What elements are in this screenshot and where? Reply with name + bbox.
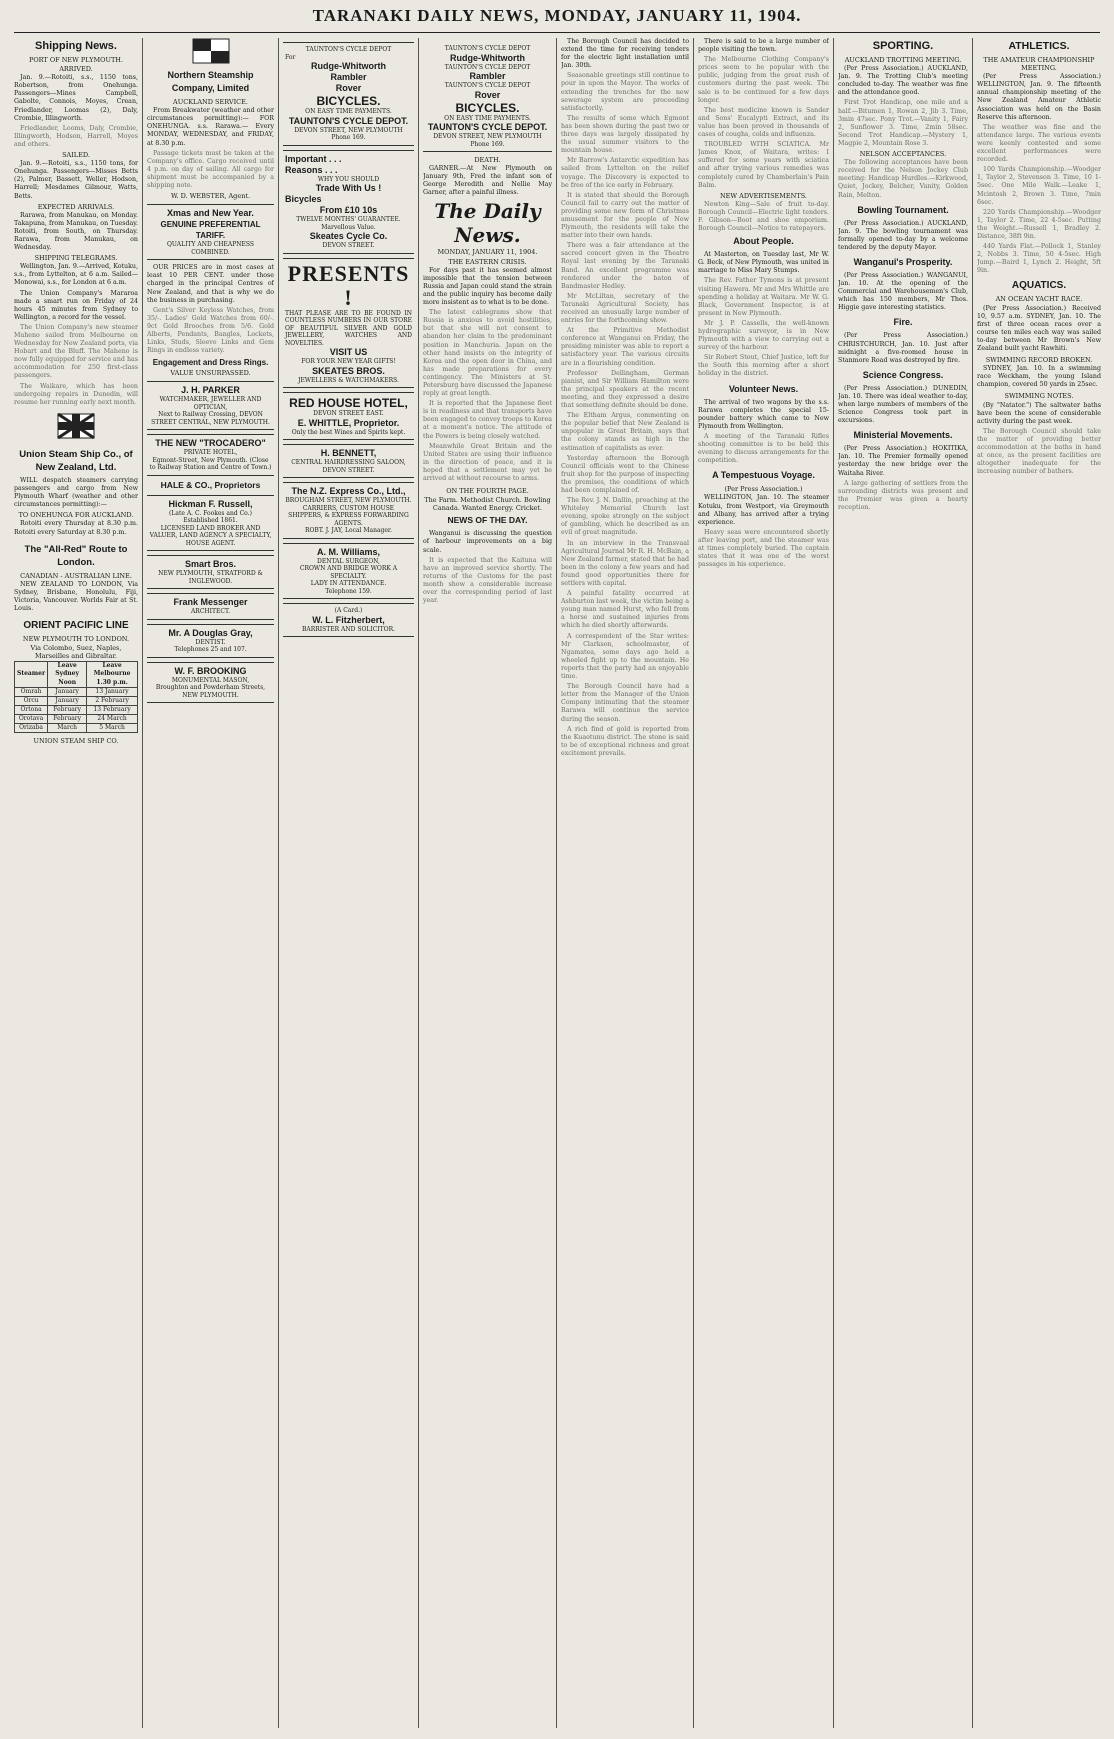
athletics-heading: ATHLETICS. (1008, 40, 1070, 52)
column-news-2 (698, 38, 829, 1728)
column-shipping (14, 38, 138, 1728)
news-of-day-heading: NEWS OF THE DAY. (447, 515, 528, 526)
body-text: At the Primitive Methodist conference at Wanganui on Friday, the presiding minister was able to report a satisfactory year. The various circuits are in a flourishing condition. (561, 327, 689, 367)
table-cell: Orcu (15, 696, 48, 705)
column-divider (833, 38, 834, 1728)
hale-heading: HALE & CO., Proprietors (160, 479, 261, 490)
smart-sub: NEW PLYMOUTH, STRATFORD & INGLEWOOD. (158, 570, 263, 585)
table-cell: 13 February (87, 705, 138, 714)
skeates-cycle-ad (283, 150, 414, 254)
taunton-phone: Phone 169. (470, 140, 505, 148)
intro-text: There is said to be a large number of people visiting the town. (698, 38, 829, 54)
russell-text: LICENSED LAND BROKER AND VALUER, LAND AGENCY A SPECIALTY, HOUSE AGENT. (149, 524, 272, 547)
why-label: WHY YOU SHOULD (317, 175, 380, 183)
lady-line: LADY IN ATTENDANCE. (310, 580, 387, 587)
body-text: Professor Dellingham, German pianist, and Sir William Hamilton were the principal speakers at the recent meeting, and they expressed a desire that something definite should be done. (561, 369, 689, 410)
for-label: For (285, 53, 296, 61)
cycle-depot-line: TAUNTON'S CYCLE DEPOT (444, 45, 531, 52)
yacht-text: (Per Press Association.) Received 10, 9.57 a.m. SYDNEY, Jan. 10. The first of three ocean races over a course ten miles each way was sailed to-day between Mr Brown's New Zealand built yacht Rawhiti. (977, 304, 1101, 352)
body-text: Friedlander, Looms, Daly, Crombie, Illingworth, Hodson, Harrell, Moyes and others. (14, 124, 138, 148)
masthead: TARANAKI DAILY NEWS, MONDAY, JANUARY 11, 1904. (312, 6, 802, 25)
body-text: The Borough Council should take the matter of providing better accommodation at the baths in hand at once, as the present facilities are altogether inadequate for the increasing number of bathers. (977, 427, 1101, 476)
column-local-news (561, 38, 689, 1728)
date-line: MONDAY, JANUARY 11, 1904. (437, 248, 538, 257)
russell-heading: Hickman F. Russell, (168, 498, 253, 509)
williams-ad (283, 543, 414, 600)
messenger-heading: Frank Messenger (173, 597, 248, 608)
ministerial-text: (Per Press Association.) HOKITIKA, Jan. 10. The Premier formally opened yesterday the new bridge over the Waitaha River. (838, 445, 968, 477)
guarantee-line: TWELVE MONTHS' GUARANTEE. (296, 216, 401, 223)
expected-text: Rarawa, from Manukau, on Monday. Takapuna, from Manukau, on Tuesday. Rotoiti, from South, on Thursday. Rarawa, from Manukau, on Wednesday. (14, 211, 138, 252)
gray-ad (147, 624, 274, 658)
body-text: First Trot Handicap, one mile and a half.—Bitumen 1, Rowan 2, Jib 3. Time, 3min 47sec. Pony Trot.—Vanity 1, Fairy 2, Sunflower 3. Time, 2min 58sec. Second Trot Handicap.—Mystery 1, Magpie 2, Mountain Rose 3. (838, 99, 968, 147)
gray-heading: Mr. A Douglas Gray, (168, 627, 253, 638)
union-flag-icon (14, 413, 138, 442)
swim-notes-text: (By "Natator.") The saltwater baths have been the scene of considerable activity during the past week. (977, 401, 1101, 425)
shipping-heading: Shipping News. (35, 40, 117, 52)
table-header-row (15, 662, 138, 687)
body-text: A painful fatality occurred at Ashburton last week, the victim being a young man named Hurst, who fell from a horse and sustained injuries from which he died shortly afterwards. (561, 590, 689, 630)
column-divider (418, 38, 419, 1728)
new-year-gifts: FOR YOUR NEW YEAR GIFTS! (301, 358, 396, 365)
tempestuous-heading: A Tempestuous Voyage. (712, 470, 815, 481)
body-text: 440 Yards Flat.—Pollock 1, Stanley 2, Nobbs 3. Time, 50 4-5sec. High Jump.—Baird 1, Lynch 2. Height, 5ft 9in. (977, 243, 1101, 275)
table-row (15, 696, 138, 705)
allred-text: NEW ZEALAND TO LONDON, Via Sydney, Brisbane, Honolulu, Fiji, Victoria, Vancouver. Worlds Fair at St. Louis. (14, 580, 138, 612)
telegrams-text: Wellington, Jan. 9.—Arrived, Kotuku, s.s., from Lyttelton, at 6 a.m. Sailed—Monowai, s.s., for London at 6 a.m. (14, 263, 138, 287)
column-divider (556, 38, 557, 1728)
table-row (15, 705, 138, 714)
steamship-sub: AUCKLAND SERVICE. (173, 98, 248, 107)
union-text2: Rotoiti every Thursday at 8.30 p.m. Rotoiti every Saturday at 8.30 p.m. (14, 520, 138, 536)
red-house-ad (283, 392, 414, 440)
union-text: WILL despatch steamers carrying passengers and cargo from New Plymouth Wharf (weather and other circumstances permitting):— (14, 476, 138, 509)
sailing-schedule-table (14, 661, 138, 733)
new-ads-heading: NEW ADVERTISEMENTS. (719, 191, 807, 200)
russell-sub: (Late A. C. Fookes and Co.) (169, 509, 252, 517)
gray-telephones: Telephones 25 and 107. (174, 646, 247, 654)
table-cell: 13 January (87, 687, 138, 696)
page4-items: The Farm. Methodist Church. Bowling Canada. Wanted Energy. Cricket. (424, 496, 551, 513)
card-label: (A Card.) (334, 607, 363, 614)
body-text: Passage tickets must be taken at the Company's office. Cargo received until 4 p.m. on day of sailing. All cargo for shipment must be accompanied by a shipping note. (147, 149, 274, 190)
rambler-label: Rambler (469, 71, 506, 81)
body-text: There was a fair attendance at the sacred concert given in the Theatre Royal last evening by the Taranaki Band. An excellent programme was rendered under the baton of Bandmaster Hedley. (561, 242, 689, 290)
table-cell: 5 March (87, 724, 138, 733)
easy-terms: ON EASY TIME PAYMENTS. (305, 108, 392, 115)
xmas-ad (147, 204, 274, 260)
table-cell: Omrah (15, 687, 48, 696)
body-text: Gent's Silver Keyless Watches, from 35/-. Ladies' Gold Watches from 60/-. 9ct Gold Brooches from 5/6. Gold Alberts, Pendants, Bangles, Lockets, Links, Studs, Sleeve Links and Gem Rings in endless variety. (147, 306, 274, 355)
bennett-heading: H. BENNETT, (320, 448, 377, 458)
body-text: The Union Company's new steamer Maheno sailed from Melbourne on Wednesday for New Zealand ports, via Hobart and the Bluff. The Maheno is now fully equipped for service and has accommodation for 250 first-class passengers. (14, 323, 138, 380)
express-sub: BROUGHAM STREET, NEW PLYMOUTH. (285, 497, 412, 504)
table-cell: February (48, 705, 87, 714)
sporting-sub: AUCKLAND TROTTING MEETING. (844, 56, 962, 64)
fitzherbert-heading: W. L. Fitzherbert, (312, 614, 385, 625)
sporting-heading: SPORTING. (872, 40, 934, 52)
table-cell: January (48, 696, 87, 705)
express-heading: The N.Z. Express Co., Ltd., (291, 486, 406, 496)
williams-telephone: Telephone 159. (325, 587, 372, 595)
bowling-heading: Bowling Tournament. (857, 204, 949, 215)
body-text: The following acceptances have been received for the Nelson Jockey Club meeting: Handicap Hurdles.—Kirkwood, Quiet, Jockey, Belcher, Vanity, Golden Rain, Melton. (838, 159, 968, 199)
ministerial-heading: Ministerial Movements. (853, 430, 953, 441)
xmas-text: OUR PRICES are in most cases at least 10 PER CENT. under those charged in the principal Centres of New Zealand, and that is why we do the business in purchasing. (147, 264, 274, 304)
sporting-text: (Per Press Association.) AUCKLAND, Jan. 9. The Trotting Club's meeting concluded to-day. The weather was fine and the attendance good. (838, 65, 968, 97)
bicycles-label: BICYCLES. (455, 100, 520, 115)
reasons-label: Reasons . . . (285, 164, 338, 175)
crown-line: CROWN AND BRIDGE WORK A SPECIALTY. (299, 565, 398, 580)
body-text: The Borough Council have had a letter from the Manager of the Union Company intimating that the steamer Rarawa will continue the service during the season. (561, 683, 689, 723)
body-text: A large gathering of settlers from the surrounding districts was present and the Premier was given a hearty reception. (838, 479, 968, 511)
swim-record-text: SYDNEY, Jan. 10. In a swimming race Weckham, the young Island champion, covered 50 yards in 25sec. (977, 365, 1101, 389)
body-text: TROUBLED WITH SCIATICA. Mr James Knox, of Waitara, writes: I suffered for some years with sciatica and after trying various remedies was completely cured by Chamberlain's Pain Balm. (698, 141, 829, 189)
genuine-heading: GENUINE PREFERENTIAL TARIFF. (160, 220, 261, 241)
body-text: Mr Barrow's Antarctic expedition has sailed from Lyttelton on the relief voyage. The Discovery is expected to be free of the ice early in February. (561, 157, 689, 189)
body-text: A meeting of the Taranaki Rifles shooting committee is to be held this evening to discuss arrangements for the competition. (698, 432, 829, 465)
column-divider (142, 38, 143, 1728)
body-text: Meanwhile Great Britain and the United States are using their influence in the direction of peace, and it is hoped that a settlement may yet be arrived at without recourse to arms. (423, 442, 552, 482)
table-header: Leave Melbourne 1.30 p.m. (87, 662, 138, 687)
body-text: Yesterday afternoon the Borough Council officials went to the Chinese fruit shop for the purpose of inspecting the premises, the conditions of which had been complained of. (561, 454, 689, 494)
science-text: (Per Press Association.) DUNEDIN, Jan. 10. There was ideal weather to-day, when large numbers of members of the Science Congress took part in excursions. (838, 384, 968, 425)
about-people-heading: About People. (733, 236, 794, 247)
masthead-rule (14, 32, 1100, 33)
telegrams-label: SHIPPING TELEGRAMS. (34, 254, 118, 263)
column-ads-2 (283, 38, 414, 1728)
williams-heading: A. M. Williams, (317, 546, 380, 557)
orient-heading: ORIENT PACIFIC LINE (23, 620, 129, 632)
body-text: The Rev. Father Tymons is at present visiting Hawera. Mr and Mrs Whittle are spending a holiday at Waitara. Mr W. G. Black, Government Inspector, is at present in New Plymouth. (698, 277, 829, 317)
skeates-cycle-street: DEVON STREET. (322, 242, 375, 249)
cycle-depot-line: TAUNTON'S CYCLE DEPOT (444, 63, 531, 71)
wanganui-text: (Per Press Association.) WANGANUI, Jan. 10. At the opening of the Commercial and Warehousemen's Club, which has 150 members, Mr Thos. Higgie gave interesting statistics. (838, 271, 968, 312)
body-text: The weather was fine and the attendance large. The various events were keenly contested and some excellent performances were recorded. (977, 123, 1101, 164)
table-cell: 24 March (87, 714, 138, 723)
russell-ad (147, 495, 274, 552)
express-ad (283, 482, 414, 539)
cycle-depot-line: TAUNTON'S CYCLE DEPOT (444, 82, 531, 89)
body-text: The Waikare, which has been undergoing repairs in Dunedin, will resume her running early next month. (14, 382, 138, 406)
body-text: The Eltham Argus, commenting on the popular belief that New Zealand is unpopular in Great Britain, says that the colony stands as high in the estimation of capitalists as ever. (561, 412, 689, 452)
trocadero-text: Egmont-Street, New Plymouth. (Close to Railway Station and Centre of Town.) (149, 456, 272, 472)
parker-sub: WATCHMAKER, JEWELLER AND OPTICIAN, (159, 396, 262, 411)
union-footer: UNION STEAM SHIP CO. (33, 737, 119, 746)
rudge-label: Rudge-Whitworth (311, 61, 386, 71)
union-sub: TO ONEHUNGA FOR AUCKLAND. (18, 511, 134, 520)
marvellous-line: Marvellous Value. (321, 223, 376, 231)
table-row (15, 687, 138, 696)
skeates-heading: SKEATES BROS. (312, 365, 385, 376)
eastern-crisis-heading: THE EASTERN CRISIS. (448, 257, 527, 266)
whittle-text: Only the best Wines and Spirits kept. (291, 428, 406, 436)
body-text: The Melbourne Clothing Company's prices seem to be popular with the public, judging from the great rush of customers during the past week. The sale is to be continued for a few days longer. (698, 56, 829, 104)
death-label: DEATH. (474, 156, 501, 164)
port-line: PORT OF NEW PLYMOUTH. (28, 56, 124, 64)
xmas-heading: Xmas and New Year. (167, 208, 254, 219)
yacht-heading: AN OCEAN YACHT RACE. (995, 295, 1083, 304)
body-text: It is reported that the Japanese fleet is in readiness and that transports have been engaged to convey troops to Korea at a moment's notice. The attitude of the Powers is being closely watched. (423, 400, 552, 440)
cycle-depot-ad-2 (423, 42, 552, 152)
body-text: Heavy seas were encountered shortly after leaving port, and the steamer was at times completely buried. The captain states that it was one of the worst passages in his experience. (698, 528, 829, 569)
trade-label: Trade With Us ! (315, 183, 382, 193)
column-sporting (838, 38, 968, 1728)
messenger-sub: ARCHITECT. (190, 608, 231, 616)
rover-label: Rover (474, 89, 501, 100)
skeates-cycle-heading: Skeates Cycle Co. (309, 231, 388, 241)
aquatics-heading: AQUATICS. (1011, 280, 1067, 292)
bicycles-label: BICYCLES. (316, 94, 381, 108)
trocadero-heading: THE NEW "TROCADERO" (155, 438, 266, 449)
eastern-crisis-text: For days past it has seemed almost impossible that the tension between Russia and Japan could stand the strain and the public inquiry has become daily more insistent as to what is to be done. (423, 266, 552, 307)
fire-text: (Per Press Association.) CHRISTCHURCH, Jan. 10. Just after midnight a five-roomed house in Stanmore Road was destroyed by fire. (838, 332, 968, 364)
smart-ad (147, 555, 274, 589)
column-editorial (423, 38, 552, 1728)
body-text: 100 Yards Championship.—Woodger 1, Taylor 2, Stevenson 3. Time, 10 1-5sec. One Mile Walk.—Leake 1, Mcintosh 2, Brown 3. Time, 7min 6sec. (977, 166, 1101, 206)
wanganui-heading: Wanganui's Prosperity. (853, 256, 953, 267)
steamship-flag-icon (147, 38, 274, 67)
express-text: CARRIERS, CUSTOM HOUSE SHIPPERS, & EXPRESS FORWARDING AGENTS. (288, 504, 409, 527)
body-text: The best medicine known is Sander and Sons' Eucalypti Extract, and its value has been proved in thousands of cases of coughs, colds and influenza. (698, 106, 829, 139)
table-cell: Orizaba (15, 724, 48, 733)
column-athletics (977, 38, 1101, 1728)
volunteer-heading: Volunteer News. (728, 383, 799, 394)
bennett-text: CENTRAL HAIRDRESSING SALOON, DEVON STREET. (291, 459, 406, 474)
body-text: It is expected that the Kaituna will have an improved service shortly. The returns of the Customs for the past month show a considerable increase over the corresponding period of last year. (423, 556, 552, 605)
column-divider (278, 38, 279, 1728)
bicycle-price: From £10 10s (319, 205, 378, 215)
fitzherbert-sub: BARRISTER AND SOLICITOR. (301, 625, 396, 633)
taunton-address: DEVON STREET, NEW PLYMOUTH (433, 133, 542, 140)
allred-sub: CANADIAN - AUSTRALIAN LINE. (20, 571, 132, 580)
orient-via: Via Colombo, Suez, Naples, Marseilles and Gibraltar. (30, 644, 122, 661)
presents-ad (283, 258, 414, 389)
tempestuous-sub: (Per Press Association.) (724, 485, 803, 494)
table-header: Steamer (15, 662, 48, 687)
trocadero-sub: PRIVATE HOTEL, (183, 449, 238, 457)
brooking-heading: W. F. BROOKING (174, 665, 247, 676)
sailed-text: Jan. 9.—Rotoiti, s.s., 1150 tons, for Onehunga. Passengers—Misses Betts (2), Palmer, Bassett, Weller, Hodson, Harrell; Mesdames Gilmour, Watts, Betts. (14, 160, 138, 200)
table-header: Leave Sydney Noon (48, 662, 87, 687)
brooking-sub: MONUMENTAL MASON, (171, 676, 250, 684)
column-divider (693, 38, 694, 1728)
presents-heading: PRESENTS ! (287, 260, 410, 310)
steamship-text: From Breakwater (weather and other circumstances permitting):— FOR ONEHUNGA. s.s. Rarawa.— Every MONDAY, WEDNESDAY, and FRIDAY, at 8.30 p.m. (147, 107, 274, 147)
red-house-sub: DEVON STREET EAST. (313, 410, 384, 417)
body-text: In an interview in the Transvaal Agricultural Journal Mr R. H. McBain, a New Zealand farmer, stated that he had been in the colony a few years and had found good opportunities there for settlers with capital. (561, 539, 689, 587)
fitzherbert-ad (283, 603, 414, 637)
table-cell: Orotava (15, 714, 48, 723)
orient-sub: NEW PLYMOUTH TO LONDON. (22, 635, 130, 644)
volunteer-text: The arrival of two wagons by the s.s. Rarawa completes the special 15-pounder battery which came to New Plymouth from Wellington. (698, 398, 829, 430)
whittle-heading: E. WHITTLE, Proprietor. (297, 417, 400, 428)
union-company-note: The Union Company's Mararoa made a smart run on Friday of 24 hours 45 minutes from Sydney to Wellington, a record for the vessel. (14, 289, 138, 321)
council-text: The Borough Council has decided to extend the time for receiving tenders for the electric light installation until Jan. 30th. (561, 38, 689, 70)
body-text: Sir Robert Stout, Chief Justice, left for the South this morning after a short holiday in the district. (698, 354, 829, 378)
about-people-text: At Masterton, on Tuesday last, Mr W. G. Beck, of New Plymouth, was united in marriage to Miss Mary Stumps. (698, 251, 829, 275)
science-heading: Science Congress. (862, 369, 944, 380)
body-text: 220 Yards Championship.—Woodger 1, Taylor 2. Time, 22 4-5sec. Putting the Weight.—Russell 1, Bradley 2. Distance, 38ft 9in. (977, 208, 1101, 240)
body-text: A rich find of gold is reported from the Kuaotunu district. The stone is said to be of exceptional richness and great excitement prevails. (561, 725, 689, 757)
column-ads-1 (147, 38, 274, 1728)
allred-heading: The "All-Red" Route to London. (24, 543, 128, 568)
presents-text: THAT PLEASE ARE TO BE FOUND IN COUNTLESS NUMBERS IN OUR STORE OF BEAUTIFUL SILVER AND GOLD JEWELLERY, WATCHES AND NOVELTIES. (285, 309, 412, 347)
table-cell: March (48, 724, 87, 733)
athletics-sub: THE AMATEUR CHAMPIONSHIP MEETING. (983, 56, 1095, 73)
rambler-label: Rambler (330, 72, 367, 82)
daily-news-title: The Daily News. (434, 199, 541, 248)
table-cell: January (48, 687, 87, 696)
trocadero-ad (147, 434, 274, 476)
body-text: The results of some which Egmont has been shown during the past two or three days was largely dissipated by the usual summer visitors to the mountain house. (561, 114, 689, 155)
bennett-ad (283, 444, 414, 478)
easy-terms: ON EASY TIME PAYMENTS. (444, 114, 531, 122)
rover-label: Rover (335, 83, 362, 93)
arrived-text: Jan. 9.—Rotoiti, s.s., 1150 tons, Robertson, from Onehunga. Passengers—Mines Campbell, Gabolte, Connois, Moyes, Crean, Friedlander, Loomas (2), Daly, Crombie, Illingworth. (14, 74, 138, 122)
rudge-label: Rudge-Whitworth (450, 52, 525, 63)
table-row (15, 724, 138, 733)
taunton-phone: Phone 169. (331, 134, 366, 141)
tempestuous-text: WELLINGTON, Jan. 10. The steamer Kotuku, from Westport, via Greymouth and Albany, has arrived after a trying experience. (698, 494, 829, 526)
table-cell: February (48, 714, 87, 723)
steamship-heading: Northern Steamship Company, Limited (167, 70, 254, 94)
body-text: It is stated that should the Borough Council fail to carry out the matter of providing some new form of Christmas amusement for the people of New Plymouth, the residents will take the matter into their own hands. (561, 191, 689, 240)
quality-line: QUALITY AND CHEAPNESS COMBINED. (167, 241, 254, 256)
value-line: VALUE UNSURPASSED. (170, 369, 251, 378)
death-notice: GARNER.—At New Plymouth on January 9th, Fred the infant son of George Meredith and Nellie May Garner, after a painful illness. (423, 165, 552, 197)
taunton-address: DEVON STREET, NEW PLYMOUTH (294, 126, 403, 134)
column-divider (972, 38, 973, 1728)
body-text: Seasonable greetings still continue to pour in upon the Mayor. The works of extending the trenches for the new sewerage system are proceeding satisfactorily. (561, 72, 689, 112)
body-text: Mr J. P. Cassells, the well-known hydrographic surveyor, is in New Plymouth with a view to carrying out a survey of the harbour. (698, 319, 829, 352)
brooking-ad (147, 662, 274, 704)
smart-heading: Smart Bros. (184, 559, 237, 570)
williams-sub: DENTAL SURGEON, (317, 557, 380, 565)
athletics-text: (Per Press Association.) WELLINGTON, Jan. 9. The fifteenth annual championship meeting of the New Zealand Amateur Athletic Association was held on the Basin Reserve this afternoon. (977, 73, 1101, 121)
fire-heading: Fire. (893, 317, 913, 328)
russell-est: Established 1861. (183, 517, 238, 525)
table-row (15, 714, 138, 723)
swim-notes-heading: SWIMMING NOTES. (1004, 392, 1074, 401)
body-text: A correspondent of the Star writes: Mr Clarkson, schoolmaster, of Ngamatea, some days ago held a wheeled fight up to the mountain. He reports that the party had an enjoyable time. (561, 632, 689, 681)
taunton-heading: TAUNTON'S CYCLE DEPOT. (288, 115, 409, 126)
cycle-depot-ad (283, 42, 414, 146)
body-text: The Rev. J. N. Dallin, preaching at the Whiteley Memorial Church last evening, spoke strongly on the subject of gambling, which he described as an evil of great magnitude. (561, 497, 689, 537)
news-of-day-text: Wanganui is discussing the question of harbour improvements on a big scale. (423, 530, 552, 554)
body-text: Mr McLiltan, secretary of the Taranaki Agricultural Society, has received an unusually large number of entries for the forthcoming show. (561, 292, 689, 325)
page4-heading: ON THE FOURTH PAGE. (446, 487, 529, 496)
taunton-heading: TAUNTON'S CYCLE DEPOT. (427, 122, 548, 132)
expected-label: EXPECTED ARRIVALS. (37, 202, 115, 211)
nelson-heading: NELSON ACCEPTANCES. (859, 150, 947, 159)
bowling-text: (Per Press Association.) AUCKLAND, Jan. 9. The bowling tournament was formally opened to-day by a welcome tendered by the deputy Mayor. (838, 219, 968, 251)
brooking-text: Broughton and Powderham Streets, NEW PLYMOUTH. (155, 684, 266, 699)
parker-address: Next to Railway Crossing, DEVON STREET CENTRAL, NEW PLYMOUTH. (151, 411, 270, 426)
parker-ad (147, 381, 274, 430)
messenger-ad (147, 593, 274, 620)
sailed-label: SAILED. (62, 151, 90, 160)
bicycles-ad-label: Bicycles (285, 194, 322, 204)
parker-heading: J. H. PARKER (181, 385, 240, 396)
important-label: Important . . . (285, 153, 342, 164)
arrived-label: ARRIVED. (59, 65, 93, 74)
skeates-sub: JEWELLERS & WATCHMAKERS. (298, 376, 399, 384)
union-heading: Union Steam Ship Co., of New Zealand, Ltd. (19, 448, 133, 473)
gray-sub: DENTIST. (195, 638, 226, 646)
visit-label: VISIT US (329, 347, 368, 357)
express-agent: ROBT. J. JAY, Local Manager. (304, 527, 393, 534)
table-cell: 2 February (87, 696, 138, 705)
engagement-heading: Engagement and Dress Rings. (152, 358, 269, 368)
steamship-agent: W. D. WEBSTER, Agent. (170, 192, 251, 201)
body-text: The latest cablegrams show that Russia is anxious to avoid hostilities, but that she will not consent to abandon her claim to the predominant position in Manchuria. Japan on the other hand insists on the integrity of Korea and the open door in China, and has made preparations for every contingency. The Ministers at St. Petersburg have discussed the Japanese reply at great length. (423, 309, 552, 398)
swim-record-heading: SWIMMING RECORD BROKEN. (985, 356, 1093, 365)
red-house-heading: RED HOUSE HOTEL, (289, 396, 408, 410)
table-cell: Ortona (15, 705, 48, 714)
body-text: Newton King—Sale of fruit to-day. Borough Council—Electric light tenders. F. Gibson—Boot and shoe emporium. Borough Council—Notice to ratepayers. (698, 200, 829, 233)
cycle-depot-line: TAUNTON'S CYCLE DEPOT (305, 46, 392, 53)
